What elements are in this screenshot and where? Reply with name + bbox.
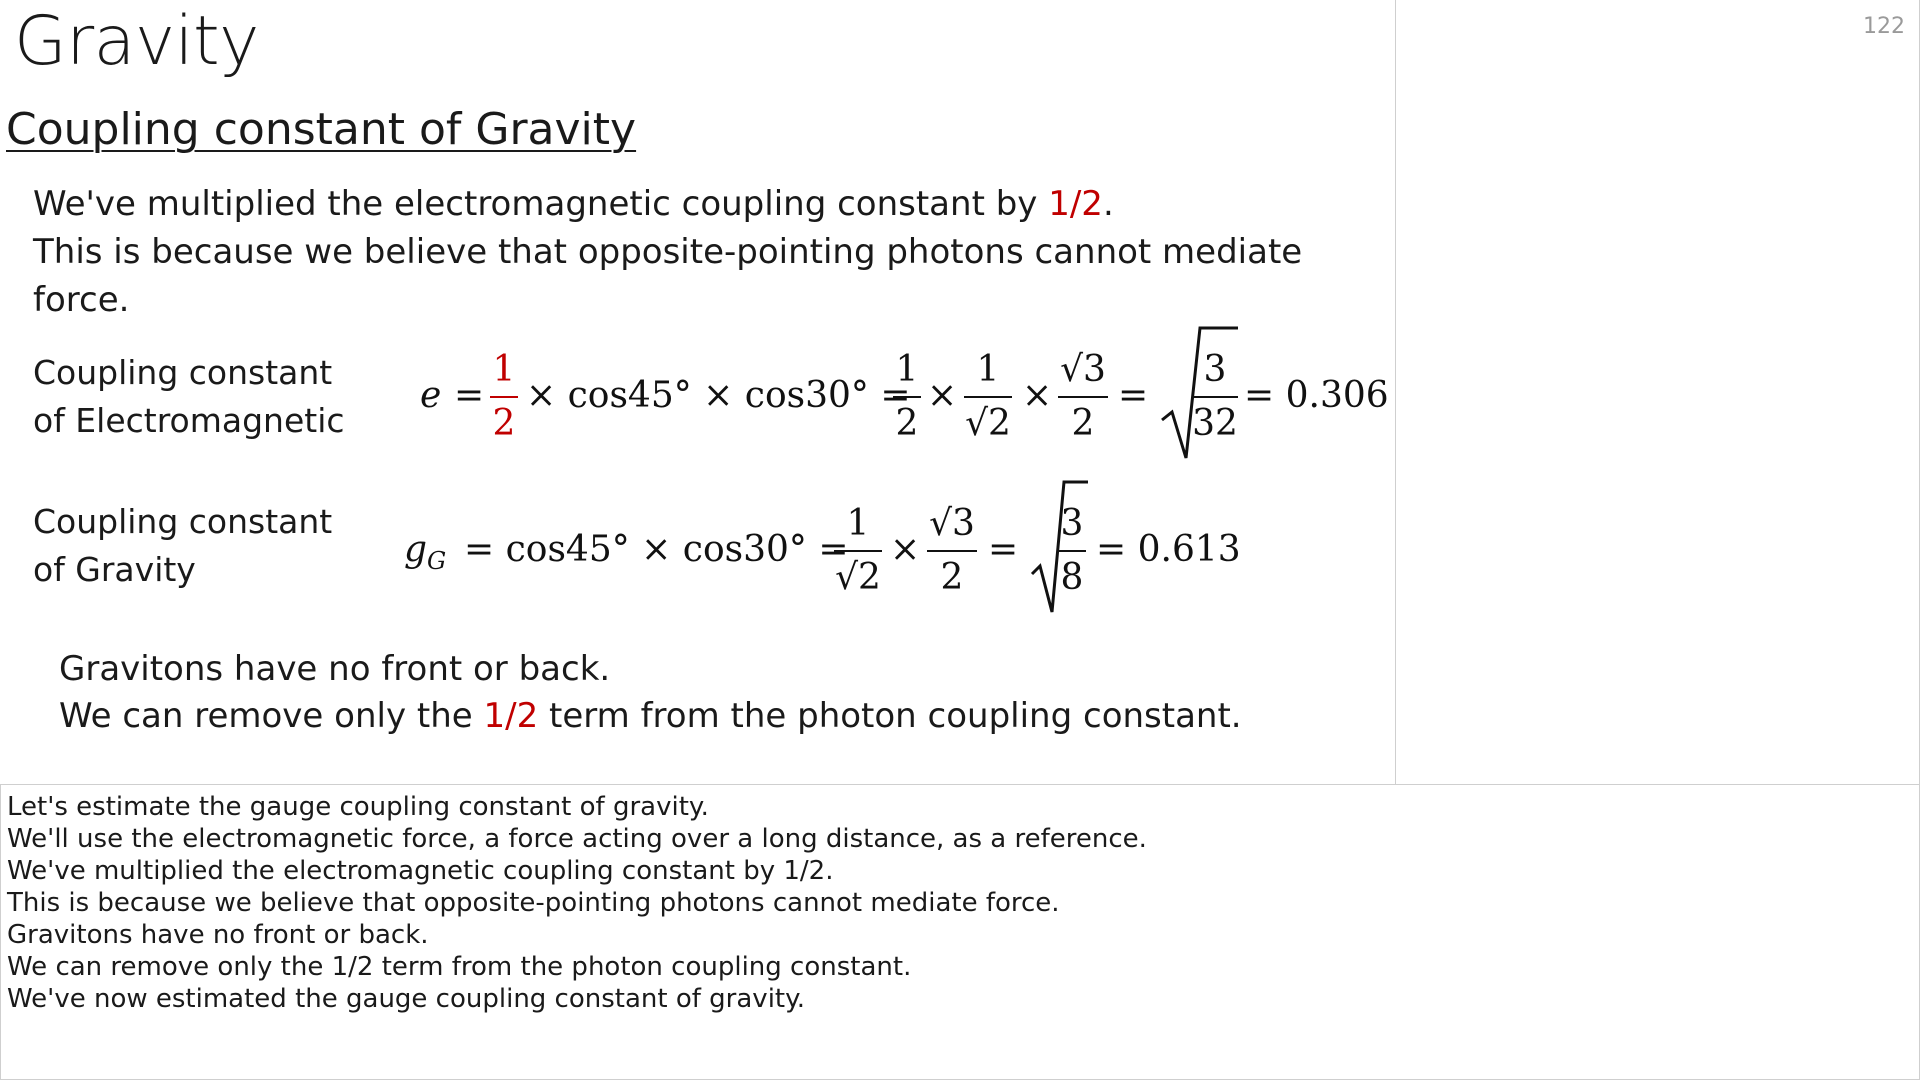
em-label-line-1: Coupling constant bbox=[33, 353, 333, 392]
outro-half-highlight: 1/2 bbox=[483, 696, 539, 736]
intro-line-1-text: We've multiplied the electromagnetic coupling constant by bbox=[33, 184, 1049, 224]
em-frac-3-den: 2 bbox=[1071, 403, 1095, 444]
grav-frac-2-den: 2 bbox=[940, 557, 964, 598]
grav-sqrt-fraction bbox=[1058, 500, 1086, 602]
em-times-2: × bbox=[1022, 375, 1053, 416]
em-half-bar bbox=[490, 396, 518, 398]
grav-frac-1-num: 1 bbox=[846, 503, 870, 544]
grav-sqrt-den: 8 bbox=[1060, 557, 1084, 598]
grav-frac-1 bbox=[834, 500, 882, 602]
em-label-line-2: of Electromagnetic bbox=[33, 401, 345, 440]
notes-line: We've multiplied the electromagnetic coupling constant by 1/2. bbox=[7, 856, 834, 886]
em-lhs: e bbox=[420, 375, 442, 416]
em-result: = 0.306 bbox=[1244, 375, 1389, 416]
em-frac-2-den: √2 bbox=[965, 403, 1011, 444]
em-half-fraction bbox=[490, 346, 518, 448]
em-cos-part: × cos45° × cos30° = bbox=[526, 375, 911, 416]
grav-frac-2-num: √3 bbox=[929, 503, 975, 544]
notes-line: We'll use the electromagnetic force, a force acting over a long distance, as a reference. bbox=[7, 824, 1147, 854]
notes-line: This is because we believe that opposite-pointing photons cannot mediate force. bbox=[7, 888, 1060, 918]
grav-lhs-g: g bbox=[404, 529, 428, 570]
em-frac-3 bbox=[1058, 346, 1108, 448]
grav-lhs bbox=[404, 529, 446, 575]
grav-label bbox=[33, 498, 332, 594]
em-frac-2-num: 1 bbox=[976, 349, 1000, 390]
em-half-den: 2 bbox=[492, 403, 516, 444]
intro-line-1 bbox=[33, 180, 1395, 228]
grav-frac-2 bbox=[927, 500, 977, 602]
intro-half-highlight: 1/2 bbox=[1048, 184, 1103, 224]
em-frac-2 bbox=[964, 346, 1012, 448]
slide-subtitle: Coupling constant of Gravity bbox=[6, 104, 637, 155]
em-frac-1-den: 2 bbox=[895, 403, 919, 444]
side-panel bbox=[1395, 0, 1920, 785]
speaker-notes-panel[interactable] bbox=[0, 784, 1920, 1080]
grav-frac-1-den: √2 bbox=[835, 557, 881, 598]
intro-text bbox=[33, 180, 1395, 324]
notes-line: Gravitons have no front or back. bbox=[7, 920, 429, 950]
outro-line-2-end: term from the photon coupling constant. bbox=[538, 696, 1242, 736]
grav-result: = 0.613 bbox=[1096, 529, 1241, 570]
em-frac-1 bbox=[893, 346, 921, 448]
em-frac-3-bar bbox=[1058, 396, 1108, 398]
notes-line: We've now estimated the gauge coupling constant of gravity. bbox=[7, 984, 806, 1014]
em-times-1: × bbox=[927, 375, 958, 416]
em-sqrt-fraction bbox=[1192, 346, 1238, 448]
grav-frac-2-bar bbox=[927, 550, 977, 552]
grav-frac-1-bar bbox=[834, 550, 882, 552]
outro-text bbox=[59, 646, 1242, 740]
notes-line: We can remove only the 1/2 term from the photon coupling constant. bbox=[7, 952, 912, 982]
grav-lhs-subscript: G bbox=[427, 547, 447, 576]
em-half-num: 1 bbox=[492, 349, 516, 390]
intro-line-1-end: . bbox=[1102, 184, 1114, 224]
em-equals-2: = bbox=[1118, 375, 1149, 416]
grav-sqrt-num: 3 bbox=[1060, 503, 1084, 544]
em-label bbox=[33, 349, 345, 445]
grav-label-line-2: of Gravity bbox=[33, 550, 196, 589]
em-frac-1-num: 1 bbox=[895, 349, 919, 390]
outro-line-2-text: We can remove only the bbox=[59, 696, 484, 736]
grav-equals: = bbox=[988, 529, 1019, 570]
slide-title: Gravity bbox=[14, 2, 259, 81]
grav-cos-part: = cos45° × cos30° = bbox=[464, 529, 849, 570]
em-frac-3-num: √3 bbox=[1060, 349, 1106, 390]
grav-sqrt-bar bbox=[1058, 550, 1086, 552]
em-frac-1-bar bbox=[893, 396, 921, 398]
outro-line-1: Gravitons have no front or back. bbox=[59, 649, 611, 689]
speaker-notes-text bbox=[7, 791, 1147, 1015]
page-number: 122 bbox=[1863, 14, 1905, 39]
grav-label-line-1: Coupling constant bbox=[33, 502, 333, 541]
em-sqrt-num: 3 bbox=[1203, 349, 1227, 390]
outro-line-2 bbox=[59, 693, 1242, 740]
em-sqrt-bar bbox=[1192, 396, 1238, 398]
em-sqrt-den: 32 bbox=[1192, 403, 1238, 444]
intro-line-2: This is because we believe that opposite-pointing photons cannot mediate force. bbox=[33, 232, 1303, 320]
em-equals: = bbox=[454, 375, 485, 416]
grav-times: × bbox=[890, 529, 921, 570]
em-frac-2-bar bbox=[964, 396, 1012, 398]
notes-line: Let's estimate the gauge coupling constant of gravity. bbox=[7, 792, 709, 822]
